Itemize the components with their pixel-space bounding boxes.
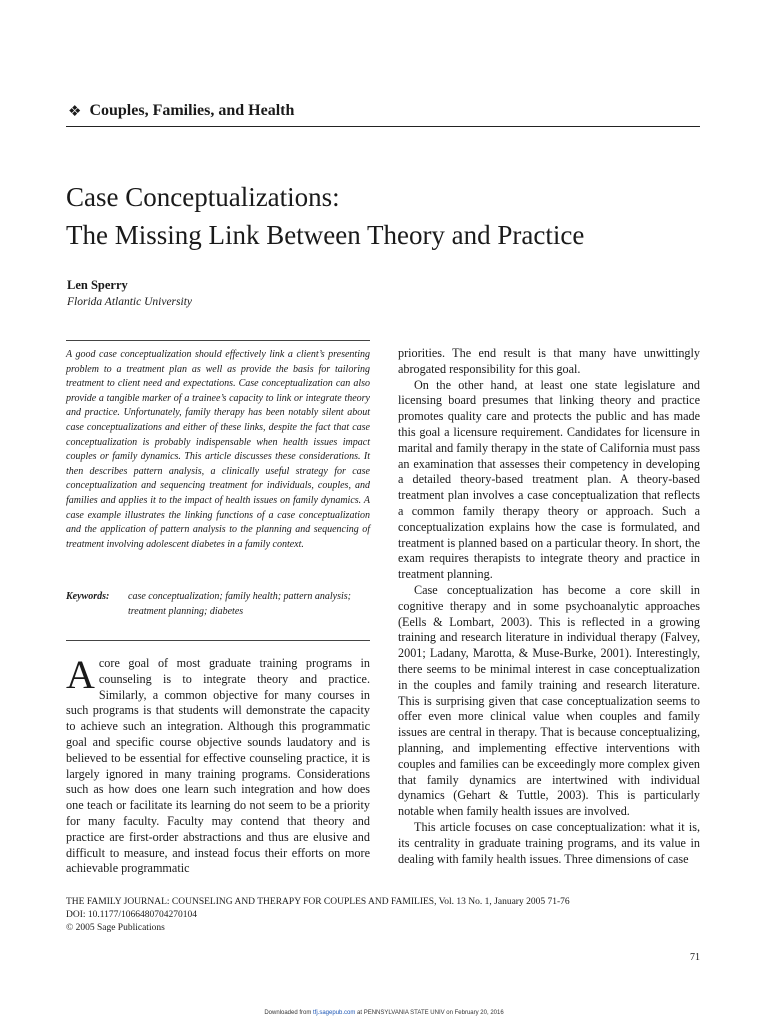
download-suffix: at PENNSYLVANIA STATE UNIV on February 20, 2016 [355,1010,504,1016]
body-paragraph-2: On the other hand, at least one state legislature and licensing board presumes that linking theory and practice promotes quality care and protects the public and has made this goal a licensure requirement. Candidates for licensure in marital and family therapy in the state of California must pass an examination that assesses their competency in developing a detailed theory-based treatment plan. A theory-based treatment plan involves a case conceptualization that reflects a common family therapy theory or approach. Such a conceptualization explains how the case is formulated, and treatment is planned based on a particular theory. In short, the exam requires therapists to integrate theory and practice in treatment planning. [398,377,700,582]
section-title: Couples, Families, and Health [89,102,295,119]
journal-citation: THE FAMILY JOURNAL: COUNSELING AND THERAPY FOR COUPLES AND FAMILIES, Vol. 13 No. 1, January 2005 71-76 [66,897,570,907]
abstract-bottom-divider [66,640,370,641]
page-number: 71 [690,952,700,963]
title-line-2: The Missing Link Between Theory and Practice [66,220,585,250]
diamond-icon: ❖ [68,102,82,120]
author-name: Len Sperry [67,278,128,292]
copyright-line: © 2005 Sage Publications [66,923,165,933]
header-divider [66,126,700,127]
article-title [66,178,706,254]
download-prefix: Downloaded from [264,1010,314,1016]
body-paragraph-4: This article focuses on case conceptualization: what it is, its centrality in graduate training programs, and its value in dealing with family health issues. Three dimensions of case [398,819,700,866]
body-right-column [398,346,700,867]
body-paragraph-1: core goal of most graduate training programs in counseling is to integrate theory and practice. Similarly, a common objective for many courses in such programs is that students will demonstrate the capacity to achieve such an integration. Although this programmatic goal and specific course objective sounds laudatory and is believed to be essential for effective counseling practice, it is largely ignored in many training programs. Considerations such as how does one learn such integration and how does one teach or facilitate its learning do not seem to be a priority for many faculty. Faculty may contend that theory and practice are first-order abstractions and thus are elusive and difficult to measure, and instead focus their efforts on more achievable programmatic [66,656,370,876]
abstract-text: A good case conceptualization should effectively link a client’s presenting problem to a treatment plan as well as provide the basis for tailoring treatment to client need and expectations. Case conceptualization can also provide a tangible marker of a trainee’s capacity to link or integrate theory and practice. Unfortunately, family therapy has been notably silent about case conceptualizations and either of these links, despite the fact that case conceptualization is probably indispensable when health issues impact couples or family dynamics. This article discusses these considerations. It then describes pattern analysis, a clinically useful strategy for case conceptualization and sequencing treatment for individuals, couples, and families and applies it to the impact of health issues on family dynamics. A case example illustrates the linking functions of a case conceptualization and the application of pattern analysis to the planning and sequencing of treatment involving adolescent diabetes in a family context. [66,349,370,550]
drop-cap: A [66,652,95,697]
source-link[interactable]: tfj.sagepub.com [313,1010,356,1016]
section-header [68,100,700,122]
body-paragraph-continued: priorities. The end result is that many have unwittingly abrogated responsibility for this goal. [398,346,700,376]
keywords-label: Keywords: [66,591,110,602]
download-notice [0,1010,768,1016]
doi-line: DOI: 10.1177/1066480704270104 [66,910,198,920]
author-affiliation: Florida Atlantic University [67,296,192,308]
body-paragraph-3: Case conceptualization has become a core skill in cognitive therapy and in some psychoanalytic approaches (Eells & Lombart, 2003). This is reflected in a growing training and research literature in individual therapy (Falvey, 2001; Ladany, Marotta, & Muse-Burke, 2001). Interestingly, there seems to be minimal interest in case conceptualization in the couples and family training and research literature. This is surprising given that case conceptualization seems to offer even more clinical value when couples and family issues are central in therapy. That is because conceptualizing, planning, and implementing effective interventions with couples and families can be exceedingly more complex given that family dynamics are intertwined with individual dynamics (Gehart & Tuttle, 2003). This is particularly notable when family health issues are involved. [398,582,700,819]
title-line-1: Case Conceptualizations: [66,182,340,212]
body-left-column [66,652,370,877]
journal-footer [66,896,706,935]
keywords-text: case conceptualization; family health; pattern analysis; treatment planning; diabetes [128,591,352,617]
abstract-top-divider [66,340,370,341]
keywords-block [66,590,370,619]
